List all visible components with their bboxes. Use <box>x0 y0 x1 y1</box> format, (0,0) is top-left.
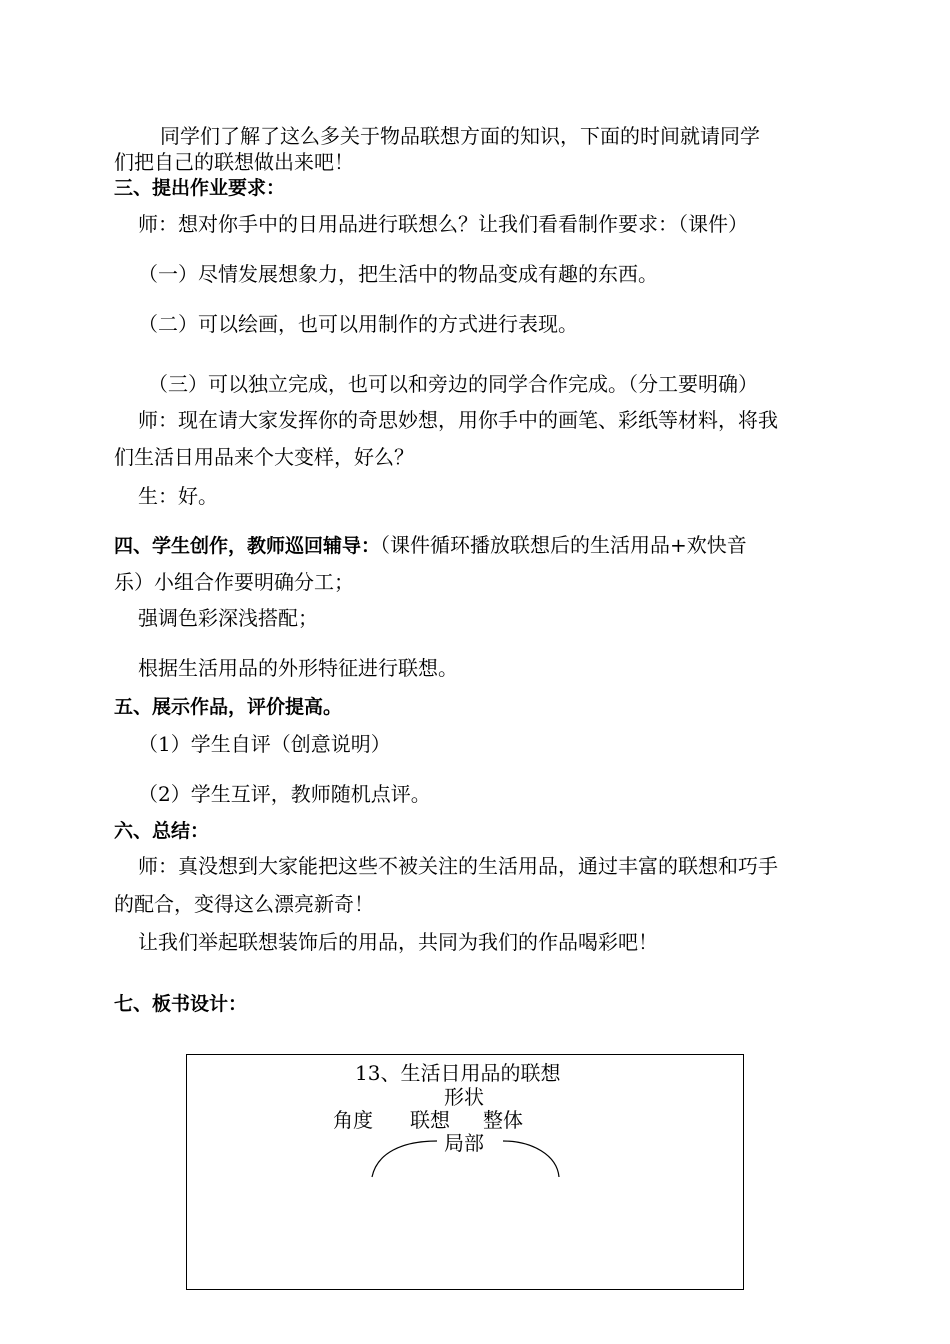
blackboard-design-box <box>186 1054 744 1290</box>
requirement-3: （三）可以独立完成，也可以和旁边的同学合作完成。（分工要明确） <box>148 372 758 396</box>
section-4-color: 强调色彩深浅搭配； <box>138 606 318 630</box>
teacher-line-2-part-1: 师：现在请大家发挥你的奇思妙想，用你手中的画笔、彩纸等材料，将我 <box>138 408 778 432</box>
summary-line-3: 让我们举起联想装饰后的用品，共同为我们的作品喝彩吧！ <box>138 930 658 954</box>
board-left-arc <box>372 1141 437 1177</box>
section-4-line-1 <box>114 531 747 560</box>
summary-line-2: 的配合，变得这么漂亮新奇！ <box>114 892 374 916</box>
intro-line-2: 们把自己的联想做出来吧！ <box>114 150 354 174</box>
section-5-item-2: （2）学生互评，教师随机点评。 <box>138 782 431 806</box>
board-top-word: 形状 <box>444 1085 484 1109</box>
requirement-1: （一）尽情发展想象力，把生活中的物品变成有趣的东西。 <box>138 262 658 286</box>
board-title: 13、生活日用品的联想 <box>355 1061 561 1085</box>
teacher-line-requirements: 师：想对你手中的日用品进行联想么？让我们看看制作要求：（课件） <box>138 212 748 236</box>
board-bottom-word: 局部 <box>444 1131 484 1155</box>
section-7-heading: 七、板书设计： <box>114 993 248 1015</box>
section-5-item-1: （1）学生自评（创意说明） <box>138 732 391 756</box>
board-center-word: 联想 <box>410 1108 450 1132</box>
section-3-heading: 三、提出作业要求： <box>114 177 286 199</box>
section-4-heading: 四、学生创作，教师巡回辅导： <box>114 535 381 557</box>
section-6-heading: 六、总结： <box>114 820 210 842</box>
intro-line-1: 同学们了解了这么多关于物品联想方面的知识，下面的时间就请同学 <box>160 124 760 148</box>
summary-line-1: 师：真没想到大家能把这些不被关注的生活用品，通过丰富的联想和巧手 <box>138 854 778 878</box>
teacher-line-2-part-2: 们生活日用品来个大变样，好么？ <box>114 445 414 469</box>
board-left-word: 角度 <box>333 1108 373 1132</box>
section-4-shape: 根据生活用品的外形特征进行联想。 <box>138 656 458 680</box>
board-right-arc <box>503 1141 559 1177</box>
board-right-word: 整体 <box>483 1108 523 1132</box>
section-4-note-2: 乐）小组合作要明确分工； <box>114 570 354 594</box>
student-reply: 生：好。 <box>138 484 218 508</box>
requirement-2: （二）可以绘画，也可以用制作的方式进行表现。 <box>138 312 578 336</box>
section-4-note-1: （课件循环播放联想后的生活用品+欢快音 <box>380 533 747 557</box>
section-5-heading: 五、展示作品，评价提高。 <box>114 696 343 718</box>
board-arcs <box>187 1055 743 1289</box>
